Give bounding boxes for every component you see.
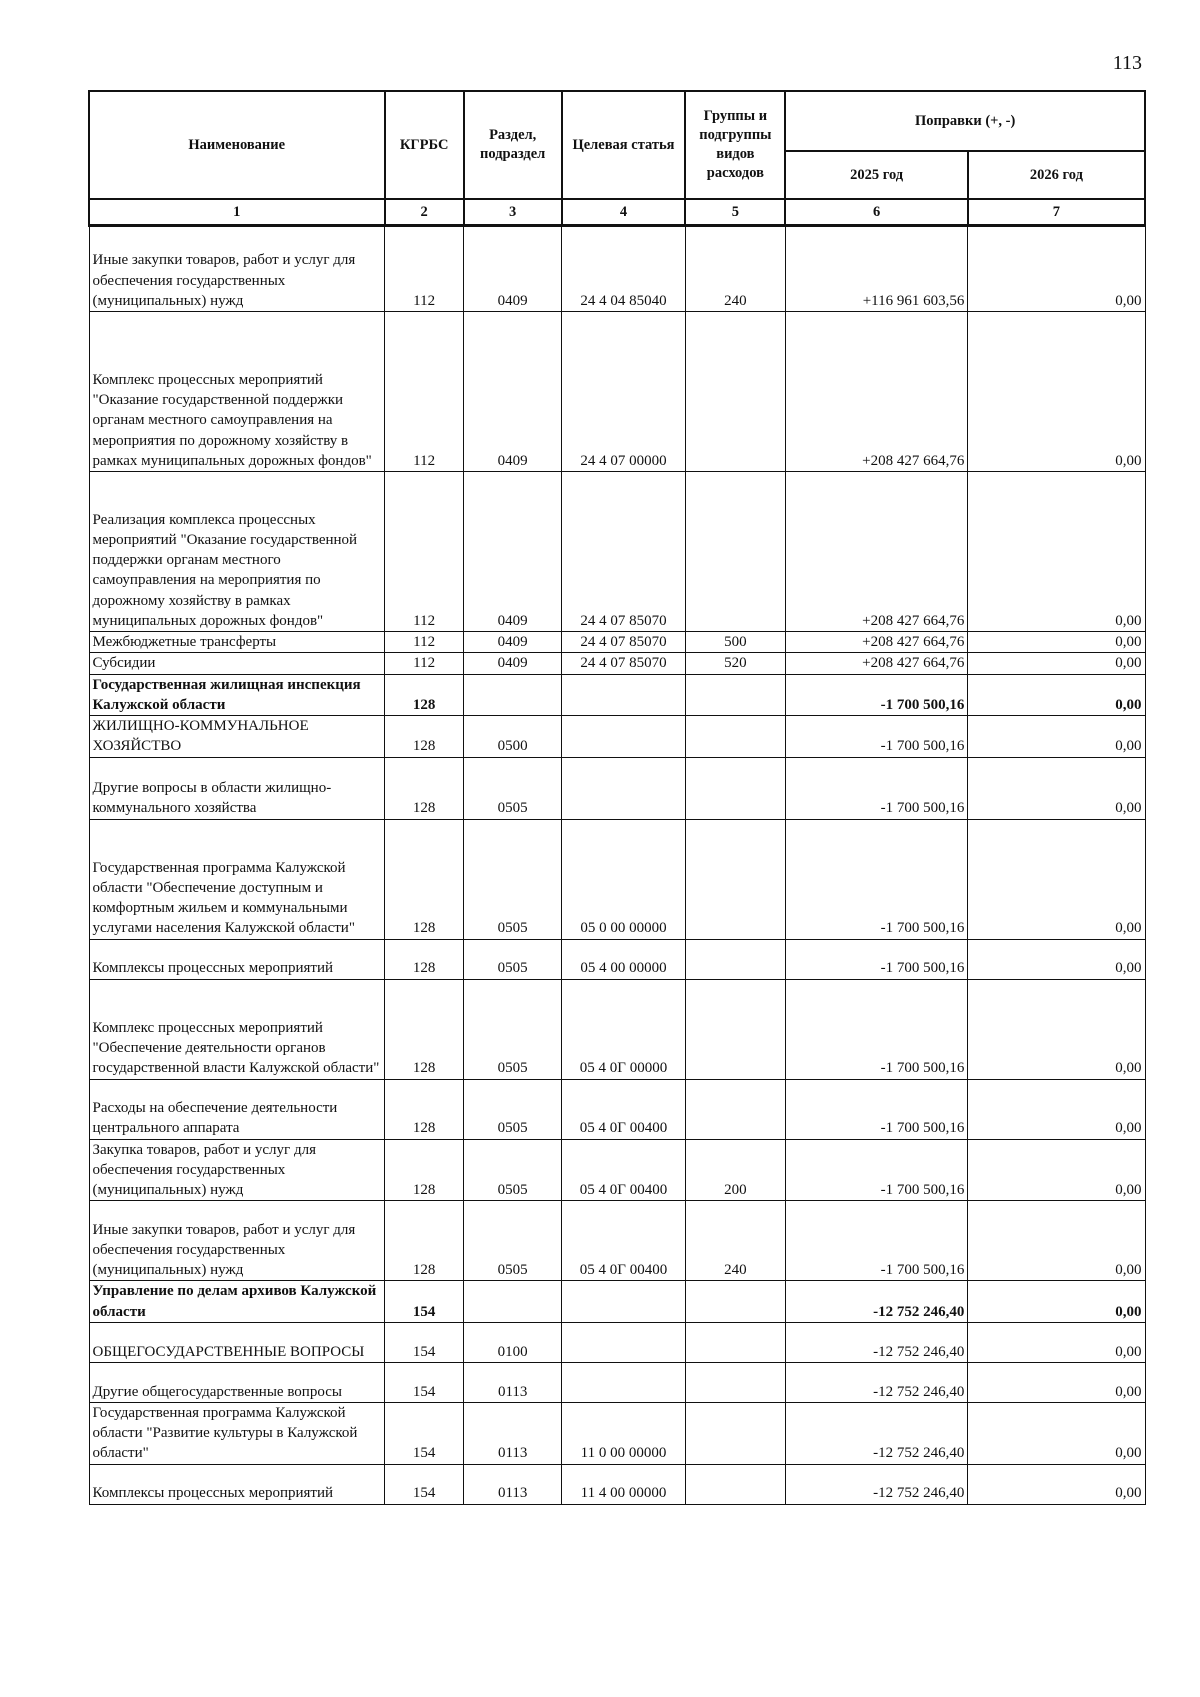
row-name: Субсидии [89, 653, 385, 674]
row-group [685, 716, 785, 758]
row-group [685, 1464, 785, 1504]
row-target: 24 4 07 85070 [562, 472, 686, 632]
row-kgrbs: 112 [385, 653, 464, 674]
row-section: 0500 [464, 716, 562, 758]
column-number: 3 [464, 199, 562, 226]
row-amount-2026: 0,00 [968, 757, 1145, 819]
row-amount-2026: 0,00 [968, 1281, 1145, 1323]
row-amount-2025: -1 700 500,16 [785, 1079, 968, 1139]
header-kgrbs: КГРБС [385, 91, 464, 199]
row-target [562, 757, 686, 819]
row-section: 0409 [464, 632, 562, 653]
table-row [89, 1464, 1145, 1504]
table-row [89, 1139, 1145, 1201]
row-name: Комплексы процессных мероприятий [89, 939, 385, 979]
table-row [89, 1201, 1145, 1281]
header-name: Наименование [89, 91, 385, 199]
row-kgrbs: 154 [385, 1464, 464, 1504]
row-amount-2025: -1 700 500,16 [785, 674, 968, 716]
row-group [685, 1322, 785, 1362]
row-target: 24 4 07 85070 [562, 632, 686, 653]
row-target: 11 4 00 00000 [562, 1464, 686, 1504]
row-section: 0409 [464, 312, 562, 472]
row-kgrbs: 128 [385, 1201, 464, 1281]
row-group [685, 1079, 785, 1139]
row-group [685, 1362, 785, 1402]
row-target [562, 674, 686, 716]
table-row [89, 939, 1145, 979]
row-amount-2026: 0,00 [968, 1079, 1145, 1139]
row-amount-2025: -1 700 500,16 [785, 716, 968, 758]
row-group [685, 674, 785, 716]
row-section: 0113 [464, 1362, 562, 1402]
row-amount-2025: +208 427 664,76 [785, 312, 968, 472]
row-target: 24 4 07 00000 [562, 312, 686, 472]
row-amount-2025: -12 752 246,40 [785, 1322, 968, 1362]
row-section: 0505 [464, 1139, 562, 1201]
row-group [685, 312, 785, 472]
column-number: 5 [685, 199, 785, 226]
row-target [562, 1322, 686, 1362]
row-name: Межбюджетные трансферты [89, 632, 385, 653]
row-kgrbs: 128 [385, 716, 464, 758]
row-group: 500 [685, 632, 785, 653]
column-number: 7 [968, 199, 1145, 226]
row-target: 05 4 0Г 00400 [562, 1079, 686, 1139]
row-name: Расходы на обеспечение деятельности центрального аппарата [89, 1079, 385, 1139]
row-amount-2026: 0,00 [968, 226, 1145, 312]
table-row [89, 757, 1145, 819]
row-group: 240 [685, 226, 785, 312]
row-amount-2025: -1 700 500,16 [785, 757, 968, 819]
column-number-row [89, 199, 1145, 226]
row-amount-2025: -1 700 500,16 [785, 1139, 968, 1201]
row-amount-2025: -12 752 246,40 [785, 1402, 968, 1464]
table-row [89, 1362, 1145, 1402]
row-amount-2026: 0,00 [968, 1201, 1145, 1281]
row-target: 05 4 0Г 00400 [562, 1201, 686, 1281]
row-section: 0100 [464, 1322, 562, 1362]
table-row [89, 674, 1145, 716]
column-number: 2 [385, 199, 464, 226]
header-year-2025: 2025 год [785, 151, 968, 199]
row-kgrbs: 112 [385, 226, 464, 312]
row-section: 0505 [464, 757, 562, 819]
row-name: Иные закупки товаров, работ и услуг для обеспечения государственных (муниципальных) нужд [89, 1201, 385, 1281]
row-group [685, 472, 785, 632]
row-amount-2026: 0,00 [968, 674, 1145, 716]
row-amount-2025: -1 700 500,16 [785, 1201, 968, 1281]
row-amount-2025: +208 427 664,76 [785, 632, 968, 653]
table-body [89, 226, 1145, 1505]
row-kgrbs: 128 [385, 979, 464, 1079]
row-kgrbs: 154 [385, 1362, 464, 1402]
row-name: Комплексы процессных мероприятий [89, 1464, 385, 1504]
table-row [89, 1079, 1145, 1139]
column-number: 6 [785, 199, 968, 226]
row-section: 0505 [464, 1201, 562, 1281]
table-row [89, 1322, 1145, 1362]
row-group [685, 939, 785, 979]
row-section: 0409 [464, 472, 562, 632]
row-group: 200 [685, 1139, 785, 1201]
row-section: 0113 [464, 1464, 562, 1504]
row-section [464, 674, 562, 716]
row-kgrbs: 154 [385, 1402, 464, 1464]
row-target: 05 4 0Г 00000 [562, 979, 686, 1079]
row-kgrbs: 128 [385, 757, 464, 819]
row-name: ОБЩЕГОСУДАРСТВЕННЫЕ ВОПРОСЫ [89, 1322, 385, 1362]
row-target: 24 4 04 85040 [562, 226, 686, 312]
row-amount-2025: -1 700 500,16 [785, 939, 968, 979]
row-amount-2026: 0,00 [968, 979, 1145, 1079]
column-number: 4 [562, 199, 686, 226]
header-amendments: Поправки (+, -) [785, 91, 1145, 151]
row-section: 0505 [464, 1079, 562, 1139]
row-amount-2025: -12 752 246,40 [785, 1281, 968, 1323]
row-amount-2026: 0,00 [968, 1139, 1145, 1201]
row-group [685, 1281, 785, 1323]
row-amount-2026: 0,00 [968, 1402, 1145, 1464]
row-amount-2026: 0,00 [968, 1322, 1145, 1362]
table-row [89, 632, 1145, 653]
row-target [562, 1281, 686, 1323]
row-amount-2025: -12 752 246,40 [785, 1362, 968, 1402]
row-name: Закупка товаров, работ и услуг для обеспечения государственных (муниципальных) нужд [89, 1139, 385, 1201]
row-amount-2026: 0,00 [968, 472, 1145, 632]
row-kgrbs: 128 [385, 674, 464, 716]
row-target [562, 716, 686, 758]
row-amount-2026: 0,00 [968, 632, 1145, 653]
row-amount-2025: +208 427 664,76 [785, 653, 968, 674]
row-amount-2026: 0,00 [968, 819, 1145, 939]
row-section: 0409 [464, 653, 562, 674]
row-section: 0505 [464, 939, 562, 979]
row-kgrbs: 112 [385, 632, 464, 653]
row-kgrbs: 154 [385, 1281, 464, 1323]
row-group [685, 757, 785, 819]
row-kgrbs: 112 [385, 472, 464, 632]
row-name: Управление по делам архивов Калужской области [89, 1281, 385, 1323]
row-name: Другие общегосударственные вопросы [89, 1362, 385, 1402]
row-section [464, 1281, 562, 1323]
row-group [685, 979, 785, 1079]
row-amount-2026: 0,00 [968, 1464, 1145, 1504]
page-number: 113 [1112, 52, 1142, 74]
header-section: Раздел, подраздел [464, 91, 562, 199]
table-row [89, 979, 1145, 1079]
row-kgrbs: 128 [385, 819, 464, 939]
row-amount-2026: 0,00 [968, 1362, 1145, 1402]
row-target: 05 0 00 00000 [562, 819, 686, 939]
row-name: Комплекс процессных мероприятий "Оказание государственной поддержки органам местного самоуправления на мероприятия по дорожному хозяйству в рамках муниципальных дорожных фондов" [89, 312, 385, 472]
row-kgrbs: 112 [385, 312, 464, 472]
row-amount-2025: +208 427 664,76 [785, 472, 968, 632]
table-row [89, 472, 1145, 632]
row-amount-2026: 0,00 [968, 653, 1145, 674]
row-amount-2026: 0,00 [968, 939, 1145, 979]
table-row [89, 1281, 1145, 1323]
table-row [89, 1402, 1145, 1464]
header-year-2026: 2026 год [968, 151, 1145, 199]
row-group: 240 [685, 1201, 785, 1281]
row-amount-2025: -1 700 500,16 [785, 979, 968, 1079]
row-amount-2025: -12 752 246,40 [785, 1464, 968, 1504]
row-group: 520 [685, 653, 785, 674]
row-group [685, 819, 785, 939]
table-row [89, 819, 1145, 939]
row-section: 0505 [464, 979, 562, 1079]
row-amount-2026: 0,00 [968, 716, 1145, 758]
row-section: 0505 [464, 819, 562, 939]
row-target [562, 1362, 686, 1402]
table-row [89, 716, 1145, 758]
row-target: 05 4 0Г 00400 [562, 1139, 686, 1201]
table-row [89, 312, 1145, 472]
row-amount-2025: -1 700 500,16 [785, 819, 968, 939]
row-name: Государственная программа Калужской области "Обеспечение доступным и комфортным жильем и коммунальными услугами населения Калужской области" [89, 819, 385, 939]
row-name: Иные закупки товаров, работ и услуг для обеспечения государственных (муниципальных) нужд [89, 226, 385, 312]
row-kgrbs: 128 [385, 1079, 464, 1139]
row-section: 0113 [464, 1402, 562, 1464]
row-kgrbs: 128 [385, 939, 464, 979]
row-kgrbs: 154 [385, 1322, 464, 1362]
column-number: 1 [89, 199, 385, 226]
amendments-table [88, 90, 1146, 1505]
row-target: 05 4 00 00000 [562, 939, 686, 979]
row-amount-2026: 0,00 [968, 312, 1145, 472]
header-groups: Группы и подгруппы видов расходов [685, 91, 785, 199]
row-group [685, 1402, 785, 1464]
row-section: 0409 [464, 226, 562, 312]
row-name: Государственная программа Калужской области "Развитие культуры в Калужской области" [89, 1402, 385, 1464]
table-row [89, 226, 1145, 312]
row-target: 11 0 00 00000 [562, 1402, 686, 1464]
row-amount-2025: +116 961 603,56 [785, 226, 968, 312]
row-name: Государственная жилищная инспекция Калужской области [89, 674, 385, 716]
row-name: Другие вопросы в области жилищно-коммунального хозяйства [89, 757, 385, 819]
row-name: Комплекс процессных мероприятий "Обеспечение деятельности органов государственной власти Калужской области" [89, 979, 385, 1079]
row-name: ЖИЛИЩНО-КОММУНАЛЬНОЕ ХОЗЯЙСТВО [89, 716, 385, 758]
row-kgrbs: 128 [385, 1139, 464, 1201]
table-header [89, 91, 1145, 226]
table-row [89, 653, 1145, 674]
header-target: Целевая статья [562, 91, 686, 199]
row-target: 24 4 07 85070 [562, 653, 686, 674]
row-name: Реализация комплекса процессных мероприятий "Оказание государственной поддержки органам местного самоуправления на мероприятия по дорожному хозяйству в рамках муниципальных дорожных фондов" [89, 472, 385, 632]
